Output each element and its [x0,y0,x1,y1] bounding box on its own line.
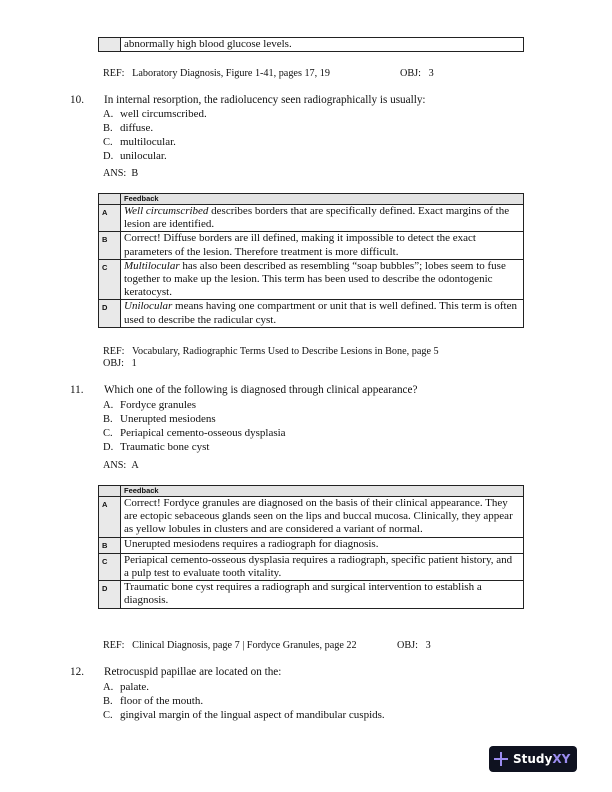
option-letter: D. [103,442,114,453]
ans-label: ANS: [103,168,127,179]
option-letter: B. [103,696,113,707]
feedback-header-key [99,194,121,205]
feedback-key: D [99,581,121,608]
feedback-text [121,300,524,327]
answer-line [103,460,139,471]
feedback-row [99,553,524,580]
plus-icon [494,752,508,766]
option-text: Periapical cemento-osseous dysplasia [120,427,286,439]
option-a [103,398,196,413]
ans-label: ANS: [103,460,127,471]
obj-label: OBJ: [400,68,421,79]
feedback-row [99,537,524,553]
feedback-table [98,485,524,609]
question-11 [70,384,417,396]
option-letter: B. [103,414,113,425]
feedback-text [121,537,524,553]
feedback-body: Traumatic bone cyst requires a radiograph and surgical intervention to establish a diagnosis. [124,581,482,607]
obj-label: OBJ: [103,358,124,369]
option-letter: A. [103,400,114,411]
question-stem: In internal resorption, the radiolucency seen radiographically is usually: [104,94,426,106]
option-text: diffuse. [120,122,154,134]
studyxy-logo[interactable] [489,746,577,772]
feedback-body: means having one compartment or unit that is well defined. This term is often used to describe the radicular cyst. [124,300,517,326]
feedback-header: Feedback [121,194,524,205]
option-text: multilocular. [120,136,176,148]
question-12 [70,666,281,678]
ref-label: REF: [103,68,125,79]
option-d [103,440,209,455]
brand-accent: XY [552,752,571,766]
feedback-key: C [99,553,121,580]
option-letter: C. [103,428,113,439]
option-letter: C. [103,710,113,721]
ref-text: Laboratory Diagnosis, Figure 1-41, pages 17, 19 [132,68,330,79]
feedback-key: A [99,205,121,232]
option-a [103,680,149,695]
feedback-key: B [99,232,121,259]
option-c [103,426,286,441]
option-c [103,708,385,723]
feedback-body: Periapical cemento-osseous dysplasia requires a radiograph, specific patient history, and a pulp test to evaluate tooth vitality. [124,553,513,580]
option-text: well circumscribed. [120,108,207,120]
option-letter: C. [103,137,113,148]
feedback-italic: Multilocular [124,259,180,272]
feedback-header-key [99,486,121,497]
obj-value: 1 [131,358,137,369]
brand-main: Study [513,752,553,766]
ref-text: Clinical Diagnosis, page 7 | Fordyce Granules, page 22 [132,640,357,651]
option-text: gingival margin of the lingual aspect of mandibular cuspids. [120,709,385,721]
obj-value: 3 [428,68,434,79]
option-text: Unerupted mesiodens [120,413,216,425]
feedback-table [98,193,524,328]
feedback-text [121,497,524,538]
feedback-header-row [99,194,524,205]
question-number: 10. [70,94,84,106]
feedback-key: A [99,497,121,538]
feedback-text [121,553,524,580]
question-number: 11. [70,384,84,396]
obj-value: 3 [425,640,431,651]
feedback-body: has also been described as resembling “soap bubbles”; lobes seem to fuse together to make up the lesion. This term has been used to describe the odontogenic keratocyst. [124,259,506,299]
feedback-row [99,259,524,300]
option-b [103,412,216,427]
option-text: Traumatic bone cyst [120,441,210,453]
option-text: Fordyce granules [120,399,197,411]
option-letter: A. [103,109,114,120]
option-letter: A. [103,682,114,693]
feedback-text [121,259,524,300]
feedback-body: Correct! Diffuse borders are ill defined, making it impossible to detect the exact parameters of the lesion. Therefore treatment is more difficult. [124,232,476,258]
feedback-text [121,581,524,608]
reference-line [103,346,439,357]
option-letter: B. [103,123,113,134]
feedback-text [121,232,524,259]
feedback-header: Feedback [121,486,524,497]
objective-line [103,358,137,369]
feedback-row [99,205,524,232]
objective-line [400,68,434,79]
feedback-body: describes borders that are specifically defined. Exact margins of the lesion are identified. [124,205,510,231]
answer-value: B [131,168,139,179]
feedback-text [121,205,524,232]
option-a [103,107,207,122]
feedback-italic: Well circumscribed [124,205,209,217]
feedback-row [99,300,524,327]
question-number: 12. [70,666,84,678]
obj-label: OBJ: [397,640,418,651]
ref-text: Vocabulary, Radiographic Terms Used to Describe Lesions in Bone, page 5 [131,346,439,357]
ref-label: REF: [103,346,125,357]
option-text: palate. [120,681,150,693]
feedback-row [99,232,524,259]
option-b [103,121,153,136]
option-letter: D. [103,151,114,162]
answer-value: A [131,460,139,471]
question-stem: Which one of the following is diagnosed through clinical appearance? [104,384,418,396]
feedback-table-fragment [98,37,524,52]
option-d [103,149,167,164]
feedback-key: B [99,537,121,553]
feedback-row [99,497,524,538]
feedback-row [99,581,524,608]
reference-line [103,640,357,651]
option-text: unilocular. [120,150,167,162]
question-stem: Retrocuspid papillae are located on the: [104,666,282,678]
option-c [103,135,176,150]
reference-line [103,68,330,79]
feedback-body: Correct! Fordyce granules are diagnosed on the basis of their clinical appearance. They are ectopic sebaceous glands seen on the lips and buccal mucosa. Clinically, they appear as yellow lobules in clusters and are considered a variant of normal. [124,497,513,536]
feedback-body: Unerupted mesiodens requires a radiograph for diagnosis. [124,537,379,550]
answer-line [103,168,138,179]
feedback-text: abnormally high blood glucose levels. [121,38,524,52]
feedback-key: D [99,300,121,327]
question-10 [70,94,426,106]
feedback-key-cell [99,38,121,52]
ref-label: REF: [103,640,125,651]
objective-line [397,640,431,651]
feedback-header-row [99,486,524,497]
option-text: floor of the mouth. [120,695,204,707]
option-b [103,694,203,709]
feedback-key: C [99,259,121,300]
feedback-italic: Unilocular [124,300,173,313]
